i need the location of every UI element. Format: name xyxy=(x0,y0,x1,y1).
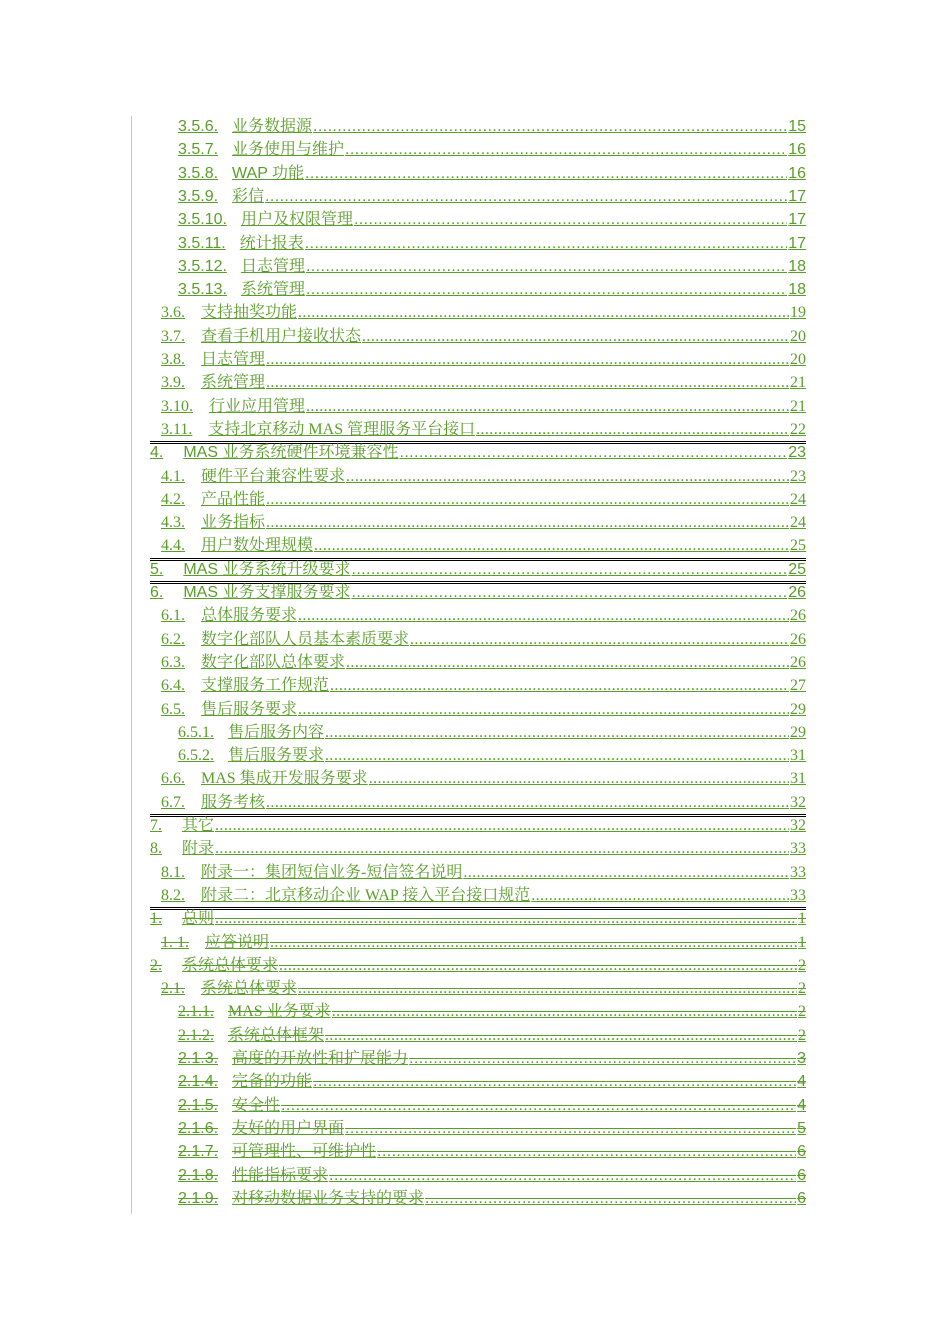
toc-entry[interactable] xyxy=(150,442,806,464)
toc-entry[interactable] xyxy=(161,675,806,697)
toc-entry-number: 6.2. xyxy=(161,631,185,648)
toc-entry[interactable] xyxy=(161,419,806,441)
toc-dot-leader xyxy=(215,908,797,930)
toc-entry-number: 3.6. xyxy=(161,304,185,321)
toc-dot-leader xyxy=(306,396,789,418)
toc-entry-page-number: 31 xyxy=(790,770,806,787)
toc-entry[interactable] xyxy=(178,209,806,231)
toc-dot-leader xyxy=(305,233,787,255)
toc-entry-page-number: 29 xyxy=(790,724,806,741)
toc-entry-page-number: 23 xyxy=(788,444,806,461)
toc-entry-title: WAP 功能 xyxy=(232,165,305,182)
toc-entry-title: MAS 集成开发服务要求 xyxy=(201,770,368,787)
toc-entry-title: 查看手机用户接收状态 xyxy=(201,328,362,345)
toc-dot-leader xyxy=(351,582,787,604)
toc-entry-page-number: 5 xyxy=(797,1120,806,1137)
toc-entry-number: 3.10. xyxy=(161,398,193,415)
toc-entry-title: 统计报表 xyxy=(239,235,304,252)
toc-dot-leader xyxy=(266,489,789,511)
toc-entry-title: 安全性 xyxy=(232,1097,281,1114)
toc-entry-page-number: 26 xyxy=(788,584,806,601)
toc-dot-leader xyxy=(377,1141,796,1163)
toc-entry-title: 性能指标要求 xyxy=(232,1167,329,1184)
toc-entry-title: 售后服务要求 xyxy=(228,747,325,764)
toc-entry-title: 高度的开放性和扩展能力 xyxy=(232,1050,409,1067)
toc-entry-page-number: 24 xyxy=(790,491,806,508)
toc-entry-page-number: 26 xyxy=(790,607,806,624)
toc-entry[interactable] xyxy=(150,955,806,977)
toc-entry-number: 6. xyxy=(150,584,164,601)
toc-entry-number: 6.5. xyxy=(161,701,185,718)
toc-entry-number: 3.5.7. xyxy=(178,141,219,158)
toc-dot-leader xyxy=(476,419,789,441)
toc-entry-title: 售后服务要求 xyxy=(201,701,298,718)
toc-entry-page-number: 17 xyxy=(788,211,806,228)
toc-entry[interactable] xyxy=(150,559,806,581)
toc-dot-leader xyxy=(298,699,789,721)
toc-entry-page-number: 18 xyxy=(788,281,806,298)
toc-entry-number: 3.8. xyxy=(161,351,185,368)
toc-entry-title: 行业应用管理 xyxy=(209,398,306,415)
toc-entry[interactable] xyxy=(178,1001,806,1023)
toc-dot-leader xyxy=(279,955,797,977)
toc-entry[interactable] xyxy=(161,978,806,1000)
toc-entry-title: 可管理性、可维护性 xyxy=(232,1143,377,1160)
toc-entry[interactable] xyxy=(178,1188,806,1210)
toc-dot-leader xyxy=(409,1048,796,1070)
toc-dot-leader xyxy=(306,256,787,278)
toc-entry-page-number: 16 xyxy=(788,165,806,182)
toc-entry[interactable] xyxy=(178,139,806,161)
toc-entry-title: 完备的功能 xyxy=(232,1073,313,1090)
toc-entry-title: 附录 xyxy=(182,840,215,857)
toc-entry-page-number: 29 xyxy=(790,701,806,718)
toc-entry-number: 3.5.8. xyxy=(178,165,219,182)
toc-dot-leader xyxy=(313,1071,796,1093)
toc-dot-leader xyxy=(410,629,789,651)
toc-entry-number: 6.7. xyxy=(161,794,185,811)
toc-entry-page-number: 26 xyxy=(790,631,806,648)
toc-entry[interactable] xyxy=(161,885,806,907)
toc-entry-title: MAS 业务系统硬件环境兼容性 xyxy=(183,444,399,461)
toc-dot-leader xyxy=(298,978,797,1000)
toc-dot-leader xyxy=(215,838,789,860)
toc-entry-number: 5. xyxy=(150,561,164,578)
toc-dot-leader xyxy=(266,792,789,814)
toc-dot-leader xyxy=(330,675,789,697)
toc-entry-number: 6.3. xyxy=(161,654,185,671)
toc-dot-leader xyxy=(266,372,789,394)
toc-entry-number: 3.7. xyxy=(161,328,185,345)
toc-entry-title: 其它 xyxy=(182,817,215,834)
toc-entry-number: 4.4. xyxy=(161,537,185,554)
toc-entry[interactable] xyxy=(161,932,806,954)
toc-entry-number: 3.5.9. xyxy=(178,188,219,205)
toc-entry-number: 2.1. xyxy=(161,980,185,997)
toc-entry-number: 3.5.13. xyxy=(178,281,227,298)
toc-entry-number: 2.1.8. xyxy=(178,1167,219,1184)
toc-entry-number: 7. xyxy=(150,817,162,834)
toc-entry[interactable] xyxy=(178,1048,806,1070)
toc-entry-title: 系统总体框架 xyxy=(228,1027,325,1044)
toc-entry-number: 3.9. xyxy=(161,374,185,391)
toc-entry-number: 3.5.12. xyxy=(178,258,227,275)
toc-entry-page-number: 6 xyxy=(797,1167,806,1184)
toc-entry-page-number: 24 xyxy=(790,514,806,531)
toc-entry-page-number: 15 xyxy=(788,118,806,135)
toc-entry-title: 系统管理 xyxy=(240,281,305,298)
toc-entry-page-number: 25 xyxy=(790,537,806,554)
toc-entry[interactable] xyxy=(150,815,806,837)
toc-entry[interactable] xyxy=(161,372,806,394)
toc-entry[interactable] xyxy=(150,582,806,604)
toc-entry-page-number: 4 xyxy=(797,1073,806,1090)
toc-dot-leader xyxy=(425,1188,796,1210)
toc-entry-page-number: 33 xyxy=(790,887,806,904)
toc-entry-page-number: 6 xyxy=(797,1143,806,1160)
toc-entry-title: 系统总体要求 xyxy=(182,957,279,974)
toc-entry-page-number: 32 xyxy=(790,817,806,834)
toc-entry-page-number: 31 xyxy=(790,747,806,764)
toc-entry-number: 2.1.2. xyxy=(178,1027,214,1044)
toc-entry-number: 1. 1. xyxy=(161,934,189,951)
toc-entry[interactable] xyxy=(161,302,806,324)
toc-entry[interactable] xyxy=(178,1071,806,1093)
toc-entry-page-number: 17 xyxy=(788,188,806,205)
toc-entry-page-number: 3 xyxy=(797,1050,806,1067)
toc-entry-page-number: 26 xyxy=(790,654,806,671)
toc-entry-title: 日志管理 xyxy=(201,351,266,368)
toc-entry[interactable] xyxy=(178,256,806,278)
toc-entry-number: 8. xyxy=(150,840,162,857)
toc-entry-title: 支持北京移动 MAS 管理服务平台接口 xyxy=(208,421,476,438)
toc-entry[interactable] xyxy=(178,186,806,208)
toc-dot-leader xyxy=(266,349,789,371)
toc-dot-leader xyxy=(325,722,789,744)
toc-entry-number: 4.1. xyxy=(161,468,185,485)
toc-entry-page-number: 22 xyxy=(790,421,806,438)
toc-entry-title: 业务指标 xyxy=(201,514,266,531)
toc-entry-number: 2. xyxy=(150,957,162,974)
toc-entry-page-number: 2 xyxy=(798,980,806,997)
toc-entry-number: 6.1. xyxy=(161,607,185,624)
toc-entry-title: 用户数处理规模 xyxy=(201,537,314,554)
toc-entry-page-number: 33 xyxy=(790,840,806,857)
toc-entry-page-number: 18 xyxy=(788,258,806,275)
toc-dot-leader xyxy=(215,815,789,837)
toc-entry-page-number: 27 xyxy=(790,677,806,694)
toc-entry-title: 产品性能 xyxy=(201,491,266,508)
toc-entry-number: 1. xyxy=(150,910,162,927)
toc-entry-page-number: 20 xyxy=(790,328,806,345)
toc-dot-leader xyxy=(306,279,787,301)
toc-entry-number: 2.1.4. xyxy=(178,1073,219,1090)
toc-entry-number: 3.11. xyxy=(161,421,193,438)
toc-entry-title: MAS 业务支撑服务要求 xyxy=(183,584,351,601)
toc-entry-page-number: 2 xyxy=(798,1003,806,1020)
toc-entry[interactable] xyxy=(161,629,806,651)
toc-dot-leader xyxy=(281,1095,796,1117)
toc-dot-leader xyxy=(345,139,787,161)
toc-entry-title: 支持抽奖功能 xyxy=(201,304,298,321)
toc-entry-number: 2.1.5. xyxy=(178,1097,219,1114)
toc-entry-title: 用户及权限管理 xyxy=(240,211,353,228)
toc-entry-number: 6.5.1. xyxy=(178,724,214,741)
toc-entry[interactable] xyxy=(150,908,806,930)
toc-entry-title: 业务使用与维护 xyxy=(232,141,345,158)
toc-dot-leader xyxy=(313,116,787,138)
toc-entry-title: 系统管理 xyxy=(201,374,266,391)
toc-entry[interactable] xyxy=(161,792,806,814)
toc-entry-number: 2.1.9. xyxy=(178,1190,219,1207)
toc-entry-title: 硬件平台兼容性要求 xyxy=(201,468,346,485)
toc-dot-leader xyxy=(351,559,787,581)
toc-entry-title: 系统总体要求 xyxy=(201,980,298,997)
toc-entry-number: 2.1.7. xyxy=(178,1143,219,1160)
toc-entry-title: 服务考核 xyxy=(201,794,266,811)
toc-entry-page-number: 21 xyxy=(790,398,806,415)
toc-entry-title: 附录一：集团短信业务-短信签名说明 xyxy=(201,864,463,881)
toc-entry[interactable] xyxy=(150,838,806,860)
toc-entry[interactable] xyxy=(178,722,806,744)
toc-entry[interactable] xyxy=(161,326,806,348)
toc-entry-title: MAS 业务要求 xyxy=(228,1003,331,1020)
toc-entry[interactable] xyxy=(178,279,806,301)
page-margin-line xyxy=(131,116,132,1214)
toc-entry-title: 支撑服务工作规范 xyxy=(201,677,330,694)
toc-entry-title: 应答说明 xyxy=(205,934,270,951)
toc-entry[interactable] xyxy=(178,116,806,138)
toc-entry[interactable] xyxy=(178,1118,806,1140)
toc-entry-number: 4.2. xyxy=(161,491,185,508)
toc-dot-leader xyxy=(346,652,789,674)
toc-entry-number: 6.4. xyxy=(161,677,185,694)
toc-entry[interactable] xyxy=(161,512,806,534)
toc-dot-leader xyxy=(298,302,789,324)
toc-dot-leader xyxy=(354,209,787,231)
toc-entry[interactable] xyxy=(178,1095,806,1117)
toc-entry[interactable] xyxy=(161,489,806,511)
toc-entry-page-number: 16 xyxy=(788,141,806,158)
toc-entry[interactable] xyxy=(178,745,806,767)
toc-entry[interactable] xyxy=(178,1141,806,1163)
toc-dot-leader xyxy=(298,605,789,627)
toc-entry[interactable] xyxy=(161,396,806,418)
toc-entry-number: 3.5.10. xyxy=(178,211,227,228)
toc-entry-page-number: 25 xyxy=(788,561,806,578)
toc-entry[interactable] xyxy=(161,862,806,884)
toc-entry-page-number: 19 xyxy=(790,304,806,321)
toc-entry-page-number: 6 xyxy=(797,1190,806,1207)
toc-entry-number: 6.5.2. xyxy=(178,747,214,764)
toc-entry-page-number: 2 xyxy=(798,957,806,974)
toc-entry-page-number: 4 xyxy=(797,1097,806,1114)
toc-entry[interactable] xyxy=(161,652,806,674)
toc-entry-page-number: 32 xyxy=(790,794,806,811)
toc-entry-number: 4. xyxy=(150,444,164,461)
toc-entry-title: 日志管理 xyxy=(240,258,305,275)
toc-dot-leader xyxy=(346,466,789,488)
toc-dot-leader xyxy=(362,326,789,348)
toc-entry-page-number: 2 xyxy=(798,1027,806,1044)
toc-entry-number: 6.6. xyxy=(161,770,185,787)
toc-entry[interactable] xyxy=(161,699,806,721)
toc-entry-page-number: 23 xyxy=(790,468,806,485)
toc-entry[interactable] xyxy=(161,535,806,557)
toc-dot-leader xyxy=(531,885,789,907)
toc-entry-page-number: 1 xyxy=(798,910,806,927)
toc-entry-title: 数字化部队总体要求 xyxy=(201,654,346,671)
toc-entry-number: 3.5.11. xyxy=(178,235,226,252)
toc-dot-leader xyxy=(332,1001,797,1023)
toc-entry-title: 总则 xyxy=(182,910,215,927)
toc-entry-number: 4.3. xyxy=(161,514,185,531)
toc-entry[interactable] xyxy=(178,1025,806,1047)
toc-entry-title: 友好的用户界面 xyxy=(232,1120,345,1137)
toc-dot-leader xyxy=(325,745,789,767)
toc-entry-number: 8.2. xyxy=(161,887,185,904)
toc-entry[interactable] xyxy=(161,466,806,488)
toc-entry-number: 2.1.3. xyxy=(178,1050,219,1067)
toc-entry-title: 数字化部队人员基本素质要求 xyxy=(201,631,410,648)
toc-dot-leader xyxy=(270,932,797,954)
toc-entry-number: 2.1.1. xyxy=(178,1003,214,1020)
toc-entry-number: 2.1.6. xyxy=(178,1120,219,1137)
toc-entry-title: 总体服务要求 xyxy=(201,607,298,624)
toc-entry-page-number: 1 xyxy=(798,934,806,951)
toc-dot-leader xyxy=(345,1118,796,1140)
toc-dot-leader xyxy=(329,1165,796,1187)
toc-dot-leader xyxy=(463,862,789,884)
toc-entry-title: 业务数据源 xyxy=(232,118,313,135)
toc-entry-title: MAS 业务系统升级要求 xyxy=(183,561,351,578)
toc-entry[interactable] xyxy=(178,233,806,255)
toc-entry-title: 彩信 xyxy=(232,188,265,205)
toc-entry-page-number: 20 xyxy=(790,351,806,368)
toc-entry[interactable] xyxy=(161,349,806,371)
toc-dot-leader xyxy=(305,163,787,185)
toc-entry-title: 附录二：北京移动企业 WAP 接入平台接口规范 xyxy=(201,887,531,904)
toc-entry-number: 3.5.6. xyxy=(178,118,219,135)
toc-entry[interactable] xyxy=(178,1165,806,1187)
toc-entry[interactable] xyxy=(161,768,806,790)
toc-dot-leader xyxy=(399,442,787,464)
toc-entry[interactable] xyxy=(178,163,806,185)
toc-entry-page-number: 21 xyxy=(790,374,806,391)
toc-dot-leader xyxy=(325,1025,797,1047)
toc-dot-leader xyxy=(369,768,789,790)
toc-dot-leader xyxy=(314,535,789,557)
toc-dot-leader xyxy=(266,512,789,534)
toc-entry-number: 8.1. xyxy=(161,864,185,881)
toc-entry[interactable] xyxy=(161,605,806,627)
toc-dot-leader xyxy=(265,186,787,208)
toc-entry-title: 售后服务内容 xyxy=(228,724,325,741)
toc-entry-page-number: 33 xyxy=(790,864,806,881)
toc-entry-title: 对移动数据业务支持的要求 xyxy=(232,1190,425,1207)
toc-entry-page-number: 17 xyxy=(788,235,806,252)
